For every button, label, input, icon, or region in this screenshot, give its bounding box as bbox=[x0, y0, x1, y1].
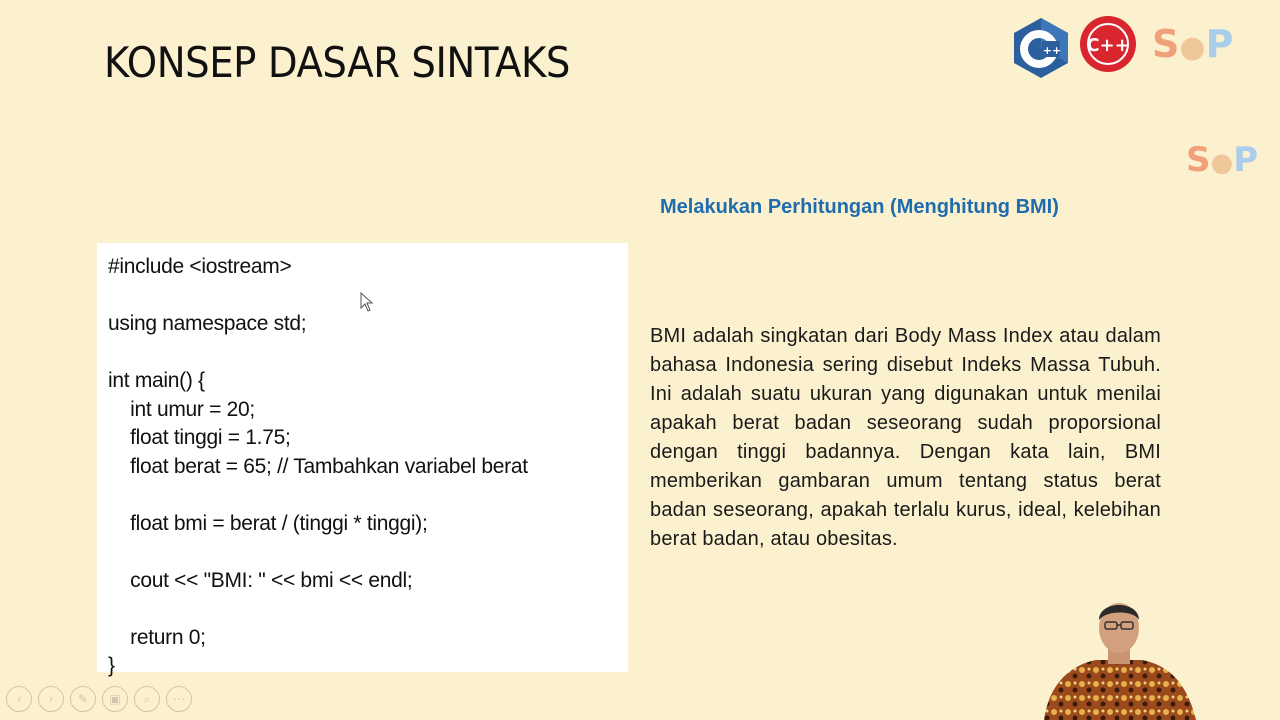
code-line: float tinggi = 1.75; bbox=[108, 426, 291, 449]
code-line bbox=[108, 339, 628, 368]
code-line: float berat = 65; // Tambahkan variabel berat bbox=[108, 454, 528, 478]
zoom-icon[interactable]: ⌕ bbox=[134, 686, 160, 712]
code-line bbox=[108, 481, 628, 510]
code-line: using namespace std; bbox=[108, 312, 307, 335]
code-line: float bmi = berat / (tinggi * tinggi); bbox=[108, 511, 428, 535]
code-line: int umur = 20; bbox=[108, 397, 255, 421]
sp-logo-top: S●P bbox=[1152, 22, 1234, 66]
code-line: int main() { bbox=[108, 369, 205, 392]
svg-text:C++: C++ bbox=[1086, 35, 1130, 56]
code-line: } bbox=[108, 654, 115, 677]
more-icon[interactable]: ⋯ bbox=[166, 686, 192, 712]
slide-subtitle: Melakukan Perhitungan (Menghitung BMI) bbox=[660, 196, 1059, 218]
code-line bbox=[108, 595, 628, 624]
cpp-hexagon-logo bbox=[1012, 16, 1070, 80]
prev-arrow-icon[interactable]: ‹ bbox=[6, 686, 32, 712]
cpp-circle-logo bbox=[1078, 14, 1138, 74]
sp-logo-side: S●P bbox=[1186, 140, 1259, 180]
svg-text:++: ++ bbox=[1042, 44, 1062, 57]
slideshow-controls bbox=[6, 686, 192, 712]
pen-icon[interactable]: ✎ bbox=[70, 686, 96, 712]
code-line: return 0; bbox=[108, 625, 206, 649]
slide-title: KONSEP DASAR SINTAKS bbox=[104, 38, 570, 87]
slides-icon[interactable]: ▣ bbox=[102, 686, 128, 712]
presenter-video bbox=[1036, 596, 1202, 720]
code-line bbox=[108, 538, 628, 567]
bmi-description: BMI adalah singkatan dari Body Mass Index atau dalam bahasa Indonesia sering disebut Indeks Massa Tubuh. Ini adalah suatu ukuran yang digunakan untuk menilai apakah berat badan seseorang sudah proporsional dengan tinggi badannya. Dengan kata lain, BMI memberikan gambaran umum tentang status berat badan seseorang, apakah terlalu kurus, ideal, kelebihan berat badan, atau obesitas. bbox=[650, 325, 1161, 550]
code-line: cout << "BMI: " << bmi << endl; bbox=[108, 568, 413, 592]
next-arrow-icon[interactable]: › bbox=[38, 686, 64, 712]
code-line: #include <iostream> bbox=[108, 255, 292, 278]
mouse-cursor-icon bbox=[360, 292, 374, 312]
